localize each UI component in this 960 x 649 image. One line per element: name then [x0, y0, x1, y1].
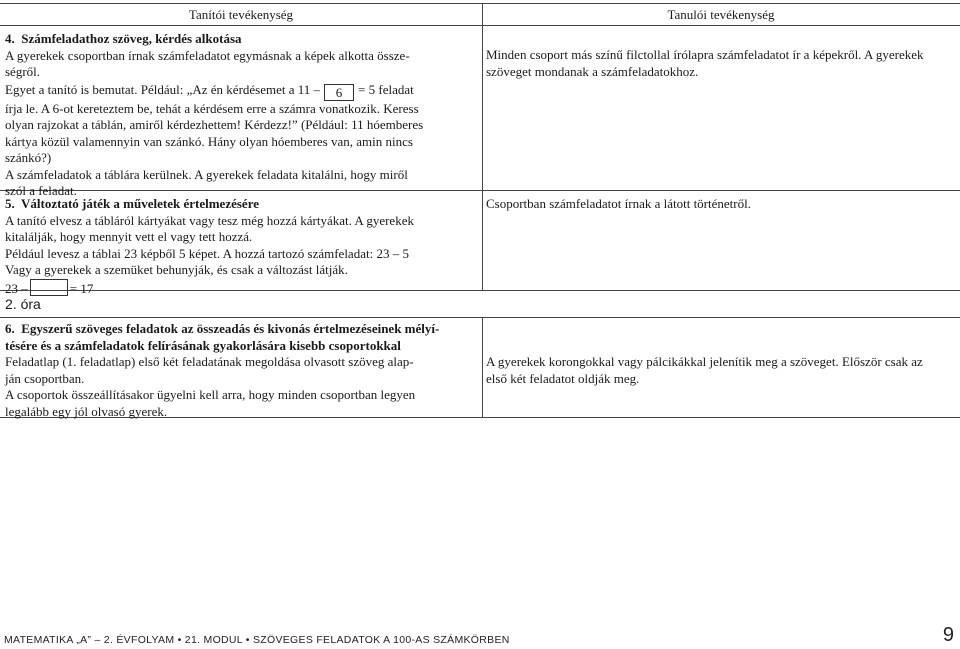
- row-4-line: A gyerekek csoportban írnak számfeladatot egymásnak a képek alkotta össze-: [5, 47, 410, 63]
- column-divider: [482, 3, 483, 190]
- row-6-number: 6.: [5, 321, 15, 336]
- table-top-border: [0, 3, 960, 4]
- row-6-title-line: tésére és a számfeladatok felírásának gyakorlására kisebb csoportokkal: [5, 337, 401, 353]
- row-6-student-line: első két feladatot oldják meg.: [486, 370, 640, 386]
- row-6-title-line: Egyszerű szöveges feladatok az összeadás és kivonás értelmezéseinek mélyí-: [21, 321, 440, 336]
- row-4-heading: [5, 31, 475, 48]
- row-4-student: [486, 47, 954, 80]
- column-header-teacher: Tanítói tevékenység: [188, 7, 294, 22]
- row-4-line: kártya közül valamennyin van szánkó. Hány olyan hóemberes van, amin nincs: [5, 133, 413, 149]
- framed-number-box: 6: [324, 84, 354, 101]
- page-footer: MATEMATIKA „A” – 2. ÉVFOLYAM • 21. MODUL • SZÖVEGES FELADATOK A 100-AS SZÁMKÖRBEN: [4, 634, 510, 646]
- row-5-equation: [5, 279, 475, 298]
- row-5-line: Például levesz a táblai 23 képből 5 képet. A hozzá tartozó számfeladat: 23 – 5: [5, 245, 409, 261]
- row-6-teacher: [5, 321, 475, 420]
- row-6-line: ján csoportban.: [5, 370, 85, 386]
- row-6-line: Feladatlap (1. feladatlap) első két feladatának megoldása olvasott szöveg alap-: [5, 354, 414, 369]
- row-5-line: Vagy a gyerekek a szemüket behunyják, és csak a változást látják.: [5, 262, 348, 277]
- empty-answer-box: [30, 279, 68, 296]
- row-5-line: A tanító elvesz a tábláról kártyákat vagy tesz még hozzá kártyákat. A gyerekek: [5, 212, 414, 228]
- row-4-line: írja le. A 6-ot kereteztem be, tehát a kérdésem erre a számra vonatkozik. Keress: [5, 100, 419, 116]
- row-6-line: legalább egy jól olvasó gyerek.: [5, 403, 168, 419]
- row-5-student: [486, 196, 954, 213]
- column-divider: [482, 190, 483, 290]
- example-text-post: = 5 feladat: [358, 81, 414, 97]
- row-6-line: A csoportok összeállításakor ügyelni kell arra, hogy minden csoportban legyen: [5, 387, 416, 402]
- row-4-line: olyan rajzokat a táblán, amiről kérdezhettem! Kérdezz!” (Például: 11 hóemberes: [5, 117, 424, 132]
- header-bottom-border: [0, 25, 960, 26]
- row-5-heading: [5, 196, 475, 213]
- row-5-teacher: [5, 196, 475, 297]
- row-4-line: szól a feladat.: [5, 183, 77, 198]
- row-4-number: 4.: [5, 31, 15, 46]
- row-6-student: [486, 354, 954, 387]
- row-5-student-line: Csoportban számfeladatot írnak a látott történetről.: [486, 196, 751, 211]
- equation-pre: 23 –: [5, 280, 28, 296]
- column-divider: [482, 317, 483, 417]
- row-4-teacher: [5, 31, 475, 200]
- row-5-title: Változtató játék a műveletek értelmezésére: [21, 196, 259, 211]
- equation-post: = 17: [69, 280, 94, 296]
- page-number: 9: [942, 624, 954, 646]
- row-4-student-line: Minden csoport más színű filctollal írólapra számfeladatot ír a képekről. A gyerekek: [486, 47, 924, 62]
- lesson-label: 2. óra: [5, 296, 41, 312]
- example-text-pre: Egyet a tanító is bemutat. Például: „Az én kérdésemet a 11 –: [5, 81, 321, 97]
- row-divider-6-top: [0, 317, 960, 318]
- column-header-student: Tanulói tevékenység: [667, 7, 775, 22]
- row-5-number: 5.: [5, 196, 15, 211]
- row-4-student-line: szöveget mondanak a számfeladatokhoz.: [486, 63, 699, 79]
- row-5-line: kitalálják, hogy mennyit vett el vagy tett hozzá.: [5, 229, 253, 244]
- row-4-title: Számfeladathoz szöveg, kérdés alkotása: [21, 31, 242, 46]
- row-6-heading: [5, 321, 475, 338]
- row-4-line: ségről.: [5, 64, 41, 79]
- row-6-student-line: A gyerekek korongokkal vagy pálcikákkal jelenítik meg a szöveget. Először csak az: [486, 354, 923, 369]
- row-4-line: szánkó?): [5, 150, 52, 165]
- row-4-line: A számfeladatok a táblára kerülnek. A gyerekek feladata kitalálni, hogy miről: [5, 166, 408, 182]
- row-4-example-line: [5, 82, 475, 101]
